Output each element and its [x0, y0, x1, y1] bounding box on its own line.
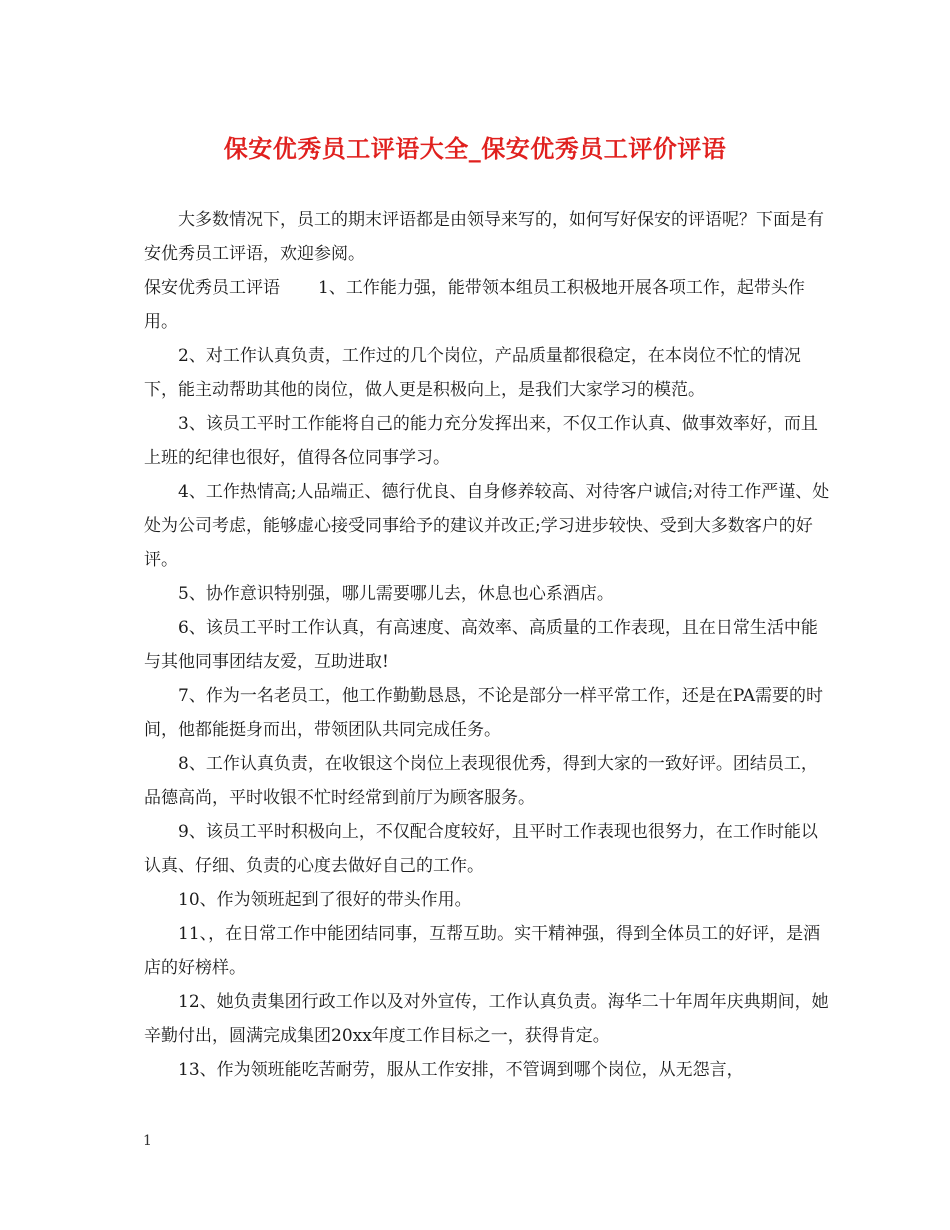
document-title: 保安优秀员工评语大全_保安优秀员工评价评语 — [223, 134, 727, 163]
list-item: 6、该员工平时工作认真，有高速度、高效率、高质量的工作表现，且在日常生活中能与其他同事团结友爱，互助进取! — [144, 618, 818, 672]
list-item: 5、协作意识特别强，哪儿需要哪儿去，休息也心系酒店。 — [178, 584, 614, 604]
first-item-paragraph — [144, 271, 834, 339]
document-body — [144, 203, 834, 1087]
list-item: 9、该员工平时积极向上，不仅配合度较好，且平时工作表现也很努力，在工作时能以认真、仔细、负责的心度去做好自己的工作。 — [144, 822, 818, 876]
list-item: 12、她负责集团行政工作以及对外宣传，工作认真负责。海华二十年周年庆典期间，她辛勤付出，圆满完成集团20xx年度工作目标之一，获得肯定。 — [144, 992, 829, 1046]
list-item: 8、工作认真负责，在收银这个岗位上表现很优秀，得到大家的一致好评。团结员工，品德高尚，平时收银不忙时经常到前厅为顾客服务。 — [144, 754, 818, 808]
intro-paragraph: 大多数情况下，员工的期末评语都是由领导来写的，如何写好保安的评语呢？下面是有安优秀员工评语，欢迎参阅。 — [144, 210, 824, 264]
list-item: 10、作为领班起到了很好的带头作用。 — [178, 890, 472, 910]
list-item: 7、作为一名老员工，他工作勤勤恳恳，不论是部分一样平常工作，还是在PA需要的时间，他都能挺身而出，带领团队共同完成任务。 — [144, 686, 823, 740]
list-item: 2、对工作认真负责，工作过的几个岗位，产品质量都很稳定，在本岗位不忙的情况下，能主动帮助其他的岗位，做人更是积极向上，是我们大家学习的模范。 — [144, 346, 801, 400]
list-item: 11、，在日常工作中能团结同事，互帮互助。实干精神强，得到全体员工的好评，是酒店的好榜样。 — [144, 924, 821, 978]
page-number: 1 — [143, 1133, 152, 1149]
list-item: 13、作为领班能吃苦耐劳，服从工作安排，不管调到哪个岗位，从无怨言， — [178, 1060, 744, 1080]
list-item: 1、工作能力强，能带领本组员工积极地开展各项工作，起带头作用。 — [144, 278, 805, 332]
list-item: 3、该员工平时工作能将自己的能力充分发挥出来，不仅工作认真、做事效率好，而且上班的纪律也很好，值得各位同事学习。 — [144, 414, 818, 468]
list-item: 4、工作热情高;人品端正、德行优良、自身修养较高、对待客户诚信;对待工作严谨、处处为公司考虑，能够虚心接受同事给予的建议并改正;学习进步较快、受到大多数客户的好评。 — [144, 482, 830, 570]
section-label: 保安优秀员工评语 — [144, 278, 280, 298]
